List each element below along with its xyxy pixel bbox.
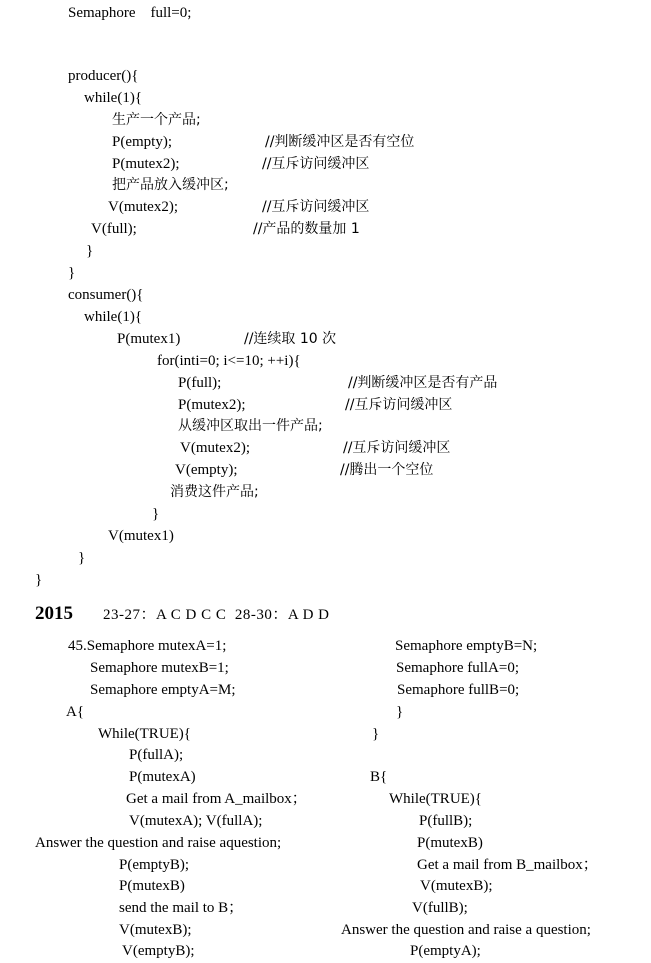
a-p-emptyB: P(emptyB); bbox=[119, 857, 189, 873]
producer-header: producer(){ bbox=[68, 68, 139, 84]
producer-v-full: V(full); bbox=[91, 221, 137, 237]
b-v-mutexB: V(mutexB); bbox=[420, 878, 493, 894]
consumer-take-line: 从缓冲区取出一件产品; bbox=[178, 418, 323, 434]
a-p-fullA: P(fullA); bbox=[129, 747, 184, 763]
comment-mutex: //互斥访问缓冲区 bbox=[262, 199, 370, 215]
a-while: While(TRUE){ bbox=[98, 726, 192, 742]
a-get-mail: Get a mail from A_mailbox； bbox=[126, 791, 307, 807]
comment-mutex: //互斥访问缓冲区 bbox=[262, 156, 370, 172]
consumer-v-mutex1: V(mutex1) bbox=[108, 528, 174, 544]
b-p-fullB: P(fullB); bbox=[419, 813, 473, 829]
decl-mutexA: 45.Semaphore mutexA=1; bbox=[68, 638, 227, 654]
a-p-mutexA: P(mutexA) bbox=[129, 769, 196, 785]
producer-close: } bbox=[68, 265, 76, 281]
decl-mutexB: Semaphore mutexB=1; bbox=[90, 660, 229, 676]
b-p-mutexB: P(mutexB) bbox=[417, 835, 483, 851]
process-close-brace: } bbox=[372, 726, 380, 742]
producer-put-line: 把产品放入缓冲区; bbox=[112, 177, 229, 193]
consumer-p-full: P(full); bbox=[178, 375, 222, 391]
consumer-while-close: } bbox=[78, 550, 86, 566]
comment-take-ten: //连续取 10 次 bbox=[244, 331, 337, 347]
producer-while: while(1){ bbox=[84, 90, 143, 106]
decl-fullB: Semaphore fullB=0; bbox=[397, 682, 520, 698]
a-answer-question: Answer the question and raise aquestion; bbox=[35, 835, 282, 851]
process-b-header: B{ bbox=[370, 769, 388, 785]
producer-p-empty: P(empty); bbox=[112, 134, 172, 150]
producer-v-mutex2: V(mutex2); bbox=[108, 199, 178, 215]
b-v-fullB: V(fullB); bbox=[412, 900, 468, 916]
process-a-header: A{ bbox=[66, 704, 85, 720]
consumer-consume-line: 消费这件产品; bbox=[170, 484, 259, 500]
comment-mutex: //互斥访问缓冲区 bbox=[345, 397, 453, 413]
consumer-v-empty: V(empty); bbox=[175, 462, 238, 478]
consumer-v-mutex2: V(mutex2); bbox=[180, 440, 250, 456]
decl-close-brace: } bbox=[396, 704, 404, 720]
comment-check-product: //判断缓冲区是否有产品 bbox=[348, 375, 498, 391]
a-v-mutexB: V(mutexB); bbox=[119, 922, 192, 938]
consumer-for-loop: for(inti=0; i<=10; ++i){ bbox=[157, 353, 301, 369]
semaphore-full-declaration: Semaphore full=0; bbox=[68, 5, 192, 21]
a-send-mail: send the mail to B； bbox=[119, 900, 244, 916]
b-p-emptyA: P(emptyA); bbox=[410, 943, 481, 959]
a-v-mutexA-fullA: V(mutexA); V(fullA); bbox=[129, 813, 263, 829]
consumer-p-mutex2: P(mutex2); bbox=[178, 397, 246, 413]
b-get-mail: Get a mail from B_mailbox； bbox=[417, 857, 598, 873]
comment-mutex: //互斥访问缓冲区 bbox=[343, 440, 451, 456]
a-p-mutexB: P(mutexB) bbox=[119, 878, 185, 894]
comment-count-inc: //产品的数量加 1 bbox=[253, 221, 360, 237]
decl-emptyB: Semaphore emptyB=N; bbox=[395, 638, 538, 654]
decl-fullA: Semaphore fullA=0; bbox=[396, 660, 520, 676]
section-year: 2015 bbox=[35, 603, 73, 624]
producer-while-close: } bbox=[86, 243, 94, 259]
b-answer-question: Answer the question and raise a question; bbox=[341, 922, 591, 938]
consumer-header: consumer(){ bbox=[68, 287, 144, 303]
producer-p-mutex2: P(mutex2); bbox=[112, 156, 180, 172]
comment-check-empty: //判断缓冲区是否有空位 bbox=[265, 134, 415, 150]
b-while: While(TRUE){ bbox=[389, 791, 483, 807]
consumer-while: while(1){ bbox=[84, 309, 143, 325]
answer-key: 23-27：A C D C C 28-30：A D D bbox=[103, 607, 330, 623]
decl-emptyA: Semaphore emptyA=M; bbox=[90, 682, 236, 698]
consumer-for-close: } bbox=[152, 506, 160, 522]
consumer-close: } bbox=[35, 572, 43, 588]
consumer-p-mutex1: P(mutex1) bbox=[117, 331, 181, 347]
comment-free-slot: //腾出一个空位 bbox=[340, 462, 434, 478]
a-v-emptyB: V(emptyB); bbox=[122, 943, 195, 959]
producer-produce-line: 生产一个产品; bbox=[112, 112, 201, 128]
